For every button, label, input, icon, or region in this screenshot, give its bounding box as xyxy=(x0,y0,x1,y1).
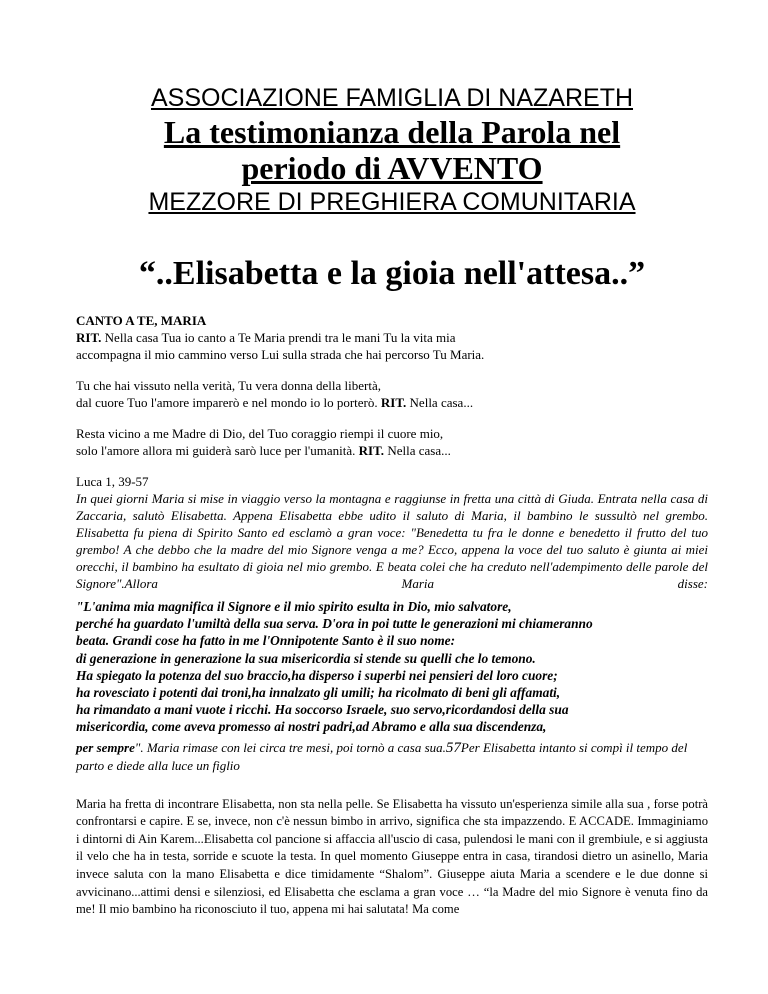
association-heading: ASSOCIAZIONE FAMIGLIA DI NAZARETH xyxy=(150,84,634,112)
gospel-closing: per sempre". Maria rimase con lei circa tre mesi, poi tornò a casa sua.57Per Elisabetta intanto si compì il tempo del parto e diede alla luce un figlio xyxy=(76,739,688,773)
song-title: CANTO A TE, MARIA xyxy=(76,313,207,328)
gospel-text: In quei giorni Maria si mise in viaggio verso la montagna e raggiunse in fretta una città di Giuda. Entrata nella casa di Zaccaria, salutò Elisabetta. Appena Elisabetta ebbe udito il saluto di Maria, il bambino le sussultò nel grembo. Elisabetta fu piena di Spirito Santo ed esclamò a gran voce: "Benedetta tu fra le donne e benedetto il frutto del tuo grembo! A che debbo che la madre del mio Signore venga a me? Ecco, appena la voce del tuo saluto è giunta ai miei orecchi, il bambino ha esultato di gioia nel mio grembo. E beata colei che ha creduto nell'adempimento delle parole del Signore".Allora Maria disse: xyxy=(76,491,708,591)
magnificat xyxy=(76,598,708,736)
verse-number: 57 xyxy=(445,739,461,756)
stanza-1-line-1: Tu che hai vissuto nella verità, Tu vera donna della libertà, xyxy=(76,378,381,393)
gospel-reference: Luca 1, 39-57 xyxy=(76,474,149,489)
song-refrain xyxy=(76,329,708,346)
magnificat-line: misericordia, come aveva promesso ai nostri padri,ad Abramo e alla sua discendenza, xyxy=(76,719,547,735)
magnificat-line: Ha spiegato la potenza del suo braccio,ha disperso i superbi nei pensieri del loro cuore; xyxy=(76,667,558,683)
stanza-1-line-2: dal cuore Tuo l'amore imparerò e nel mondo io lo porterò. RIT. Nella casa... xyxy=(76,395,474,410)
commentary-paragraph: Maria ha fretta di incontrare Elisabetta, non sta nella pelle. Se Elisabetta ha vissuto un'esperienza simile alla sua , forse potrà confrontarsi e capire. E se, invece, non c'è nessun bimbo in arrivo, significa che sta impazzendo. E ACCADE. Immaginiamo i dintorni di Ain Karem...Elisabetta col pancione si affaccia all'uscio di casa, pulendosi le mani con il grembiule, e si aggiusta il velo che ha in testa, sorride e scuote la testa. In quel momento Giuseppe entra in casa, tirandosi dietro un asinello, Maria invece saluta con la mano Elisabetta e dice timidamente “Shalom”. Giuseppe aiuta Maria a scendere e le due donne si avvicinano...attimi densi e silenziosi, ed Elisabetta che esclama a gran voce … “la Madre del mio Signore è venuta fino da me! Il mio bambino ha riconosciuto il tuo, appena mi hai salutata! Ma come xyxy=(76,796,708,917)
document-title-line-2: periodo di AVVENTO xyxy=(241,150,543,186)
magnificat-line: perché ha guardato l'umiltà della sua serva. D'ora in poi tutte le generazioni mi chiameranno xyxy=(76,616,593,632)
magnificat-line: "L'anima mia magnifica il Signore e il mio spirito esulta in Dio, mio salvatore, xyxy=(76,599,512,614)
document-page xyxy=(76,82,708,919)
stanza-2-line-1: Resta vicino a me Madre di Dio, del Tuo coraggio riempi il cuore mio, xyxy=(76,426,444,441)
magnificat-line: ha rovesciato i potenti dai troni,ha innalzato gli umili; ha ricolmato di beni gli affamati, xyxy=(76,685,561,701)
document-title-line-1: La testimonianza della Parola nel xyxy=(163,114,621,150)
document-body xyxy=(76,312,708,919)
refrain-label: RIT. xyxy=(76,330,102,345)
song-refrain-line-2: accompagna il mio cammino verso Lui sulla strada che hai percorso Tu Maria. xyxy=(76,347,485,362)
magnificat-end: per sempre xyxy=(76,739,135,755)
document-subtitle: MEZZORE DI PREGHIERA COMUNITARIA xyxy=(148,188,636,216)
refrain-text-1: Nella casa Tua io canto a Te Maria prendi tra le mani Tu la vita mia xyxy=(101,330,456,345)
magnificat-line: di generazione in generazione la sua misericordia si stende su quelli che lo temono. xyxy=(76,650,536,666)
magnificat-line: ha rimandato a mani vuote i ricchi. Ha soccorso Israele, suo servo,ricordandosi della sua xyxy=(76,702,569,718)
theme-quote: “..Elisabetta e la gioia nell'attesa..” xyxy=(138,255,646,292)
stanza-2-line-2: solo l'amore allora mi guiderà sarò luce per l'umanità. RIT. Nella casa... xyxy=(76,443,451,458)
magnificat-line: beata. Grandi cose ha fatto in me l'Onnipotente Santo è il suo nome: xyxy=(76,633,456,649)
